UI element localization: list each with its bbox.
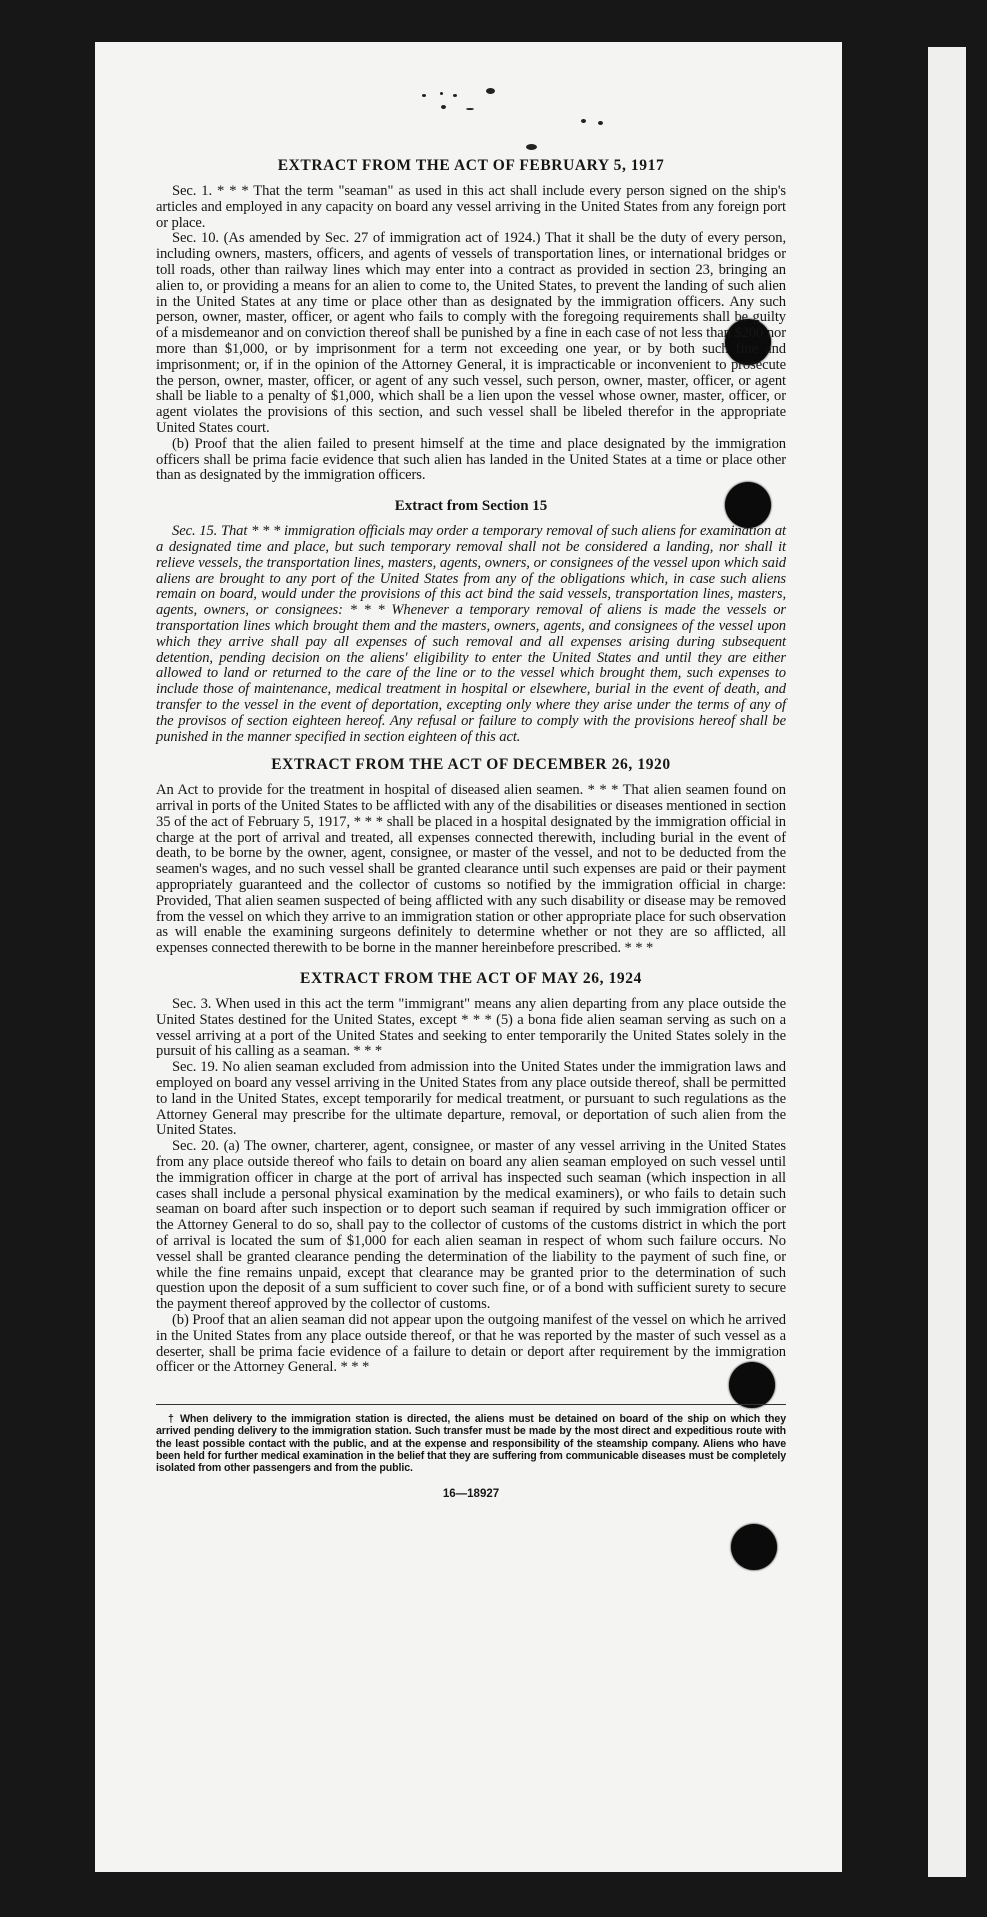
punch-hole-4 (731, 1524, 777, 1570)
heading-act-1920: EXTRACT FROM THE ACT OF DECEMBER 26, 1920 (271, 756, 671, 774)
footnote-divider (156, 1404, 786, 1405)
adjacent-page-edge (928, 47, 966, 1877)
page-number: 16—18927 (442, 1488, 500, 1501)
section-15 (156, 524, 786, 745)
paragraph-sec-10-b: (b) Proof that the alien failed to present himself at the time and place designated by the immigration officers shall be prima facie evidence that such alien has landed in the United States at a time or place other than as designated by the immigration officers. (156, 435, 786, 484)
paragraph-sec-10: Sec. 10. (As amended by Sec. 27 of immigration act of 1924.) That it shall be the duty of every person, including owners, masters, officers, and agents of vessels of transportation lines, or international bridges or toll roads, other than railway lines which may enter into a contract as provided in section 23, bringing an alien to, or providing a means for an alien to come to, the United States, to prevent the landing of such alien in the United States at any time or place other than as designated by the immigration officers. Any such person, owner, master, officer, or agent who fails to comply with the foregoing requirements shall be guilty of a misdemeanor and on conviction thereof shall be punished by a fine in each case of not less than $200 nor more than $1,000, or by imprisonment for a term not exceeding one year, or by both such fine and imprisonment; or, if in the opinion of the Attorney General, it is impracticable or inconvenient to prosecute the person, owner, master, officer, or agent of any such vessel, such person, owner, master, officer, or agent shall be liable to a penalty of $1,000, which shall be a lien upon the vessel whose owner, master, officer, or agent violates the provisions of this section, and such vessel shall be libeled therefor in the appropriate United States court. (156, 230, 786, 436)
section-act-1924 (156, 997, 786, 1376)
paragraph-sec-3: Sec. 3. When used in this act the term "immigrant" means any alien departing from any place outside the United States destined for the United States, except * * * (5) a bona fide alien seaman serving as such on a vessel arriving at a port of the United States and seeking to enter temporarily the United States solely in the pursuit of his calling as a seaman. * * * (156, 996, 786, 1060)
document-page (95, 42, 842, 1872)
document-body (156, 156, 786, 1500)
footnote: † When delivery to the immigration station is directed, the aliens must be detained on board of the ship on which they arrived pending delivery to the immigration station. Such transfer must be made by the most direct and expeditious route with the least possible contact with the public, and at the expense and responsibility of the steamship company. Aliens who have been held for further medical examination in the belief that they are suffering from communicable diseases must be completely isolated from other passengers and from the public. (156, 1413, 786, 1474)
print-specks (95, 42, 842, 162)
paragraph-sec-20-b: (b) Proof that an alien seaman did not appear upon the outgoing manifest of the vessel on which he arrived in the United States from any place outside thereof, or that he was reported by the master of such vessel as a deserter, shall be prima facie evidence of a failure to detain or deport after requirement by the immigration officer or the Attorney General. * * * (156, 1312, 786, 1376)
heading-section-15: Extract from Section 15 (394, 498, 548, 515)
section-act-1917 (156, 184, 786, 484)
paragraph-sec-1: Sec. 1. * * * That the term "seaman" as used in this act shall include every person signed on the ship's articles and employed in any capacity on board any vessel arriving in the United States from any foreign port or place. (156, 183, 786, 231)
paragraph-sec-19: Sec. 19. No alien seaman excluded from admission into the United States under the immigration laws and employed on board any vessel arriving in the United States from any place outside thereof, shall be permitted to land in the United States, except temporarily for medical treatment, or pursuant to such regulations as the Attorney General may prescribe for the ultimate departure, removal, or deportation of such alien from the United States. (156, 1059, 786, 1139)
paragraph-sec-20-a: Sec. 20. (a) The owner, charterer, agent, consignee, or master of any vessel arriving in the United States from any place outside thereof who fails to detain on board any alien seaman employed on such vessel until the immigration officer in charge at the port of arrival has inspected such seaman (which inspection in all cases shall include a personal physical examination by the medical examiners), or who fails to detain such seaman on board after such inspection or to deport such seaman if required by such immigration officer or the Attorney General to do so, shall pay to the collector of customs of the customs district in which the port of arrival is located the sum of $1,000 for each alien seaman in respect of whom such failure occurs. No vessel shall be granted clearance pending the determination of the liability to the payment of such fine, or while the fine remains unpaid, except that clearance may be granted prior to the determination of such question upon the deposit of a sum sufficient to cover such fine, or of a bond with sufficient surety to secure the payment thereof approved by the collector of customs. (156, 1138, 786, 1313)
paragraph-act-1920: An Act to provide for the treatment in hospital of diseased alien seamen. * * * That alien seamen found on arrival in ports of the United States to be afflicted with any of the disabilities or diseases mentioned in section 35 of the act of February 5, 1917, * * * shall be placed in a hospital designated by the immigration official in charge at the port of arrival and treated, all expenses connected therewith, including burial in the event of death, to be borne by the owner, agent, consignee, or master of the vessel, and not to be deducted from the seamen's wages, and no such vessel shall be granted clearance until such expenses are paid or their payment appropriately guaranteed and the collector of customs so notified by the immigration official in charge: Provided, That alien seamen suspected of being afflicted with any such disability or disease may be removed from the vessel on which they arrive to an immigration station or other appropriate place for such observation as will enable the examining surgeons definitely to determine whether or not they are so afflicted, all expenses connected therewith to be borne in the manner hereinbefore prescribed. * * * (156, 782, 786, 957)
heading-act-1924: EXTRACT FROM THE ACT OF MAY 26, 1924 (300, 970, 642, 988)
paragraph-sec-15: Sec. 15. That * * * immigration officials may order a temporary removal of such aliens for examination at a designated time and place, but such temporary removal shall not be considered a landing, nor shall it relieve vessels, the transportation lines, masters, agents, owners, or consignees of the vessel upon which said aliens are brought to any port of the United States from any of the obligations which, in case such aliens remain on board, would under the provisions of this act bind the said vessels, transportation lines, masters, agents, owners, or consignees: * * * Whenever a temporary removal of aliens is made the vessels or transportation lines which brought them and the masters, owners, agents, and consignees of the vessel upon which they arrive shall pay all expenses of such removal and all expenses arising during subsequent detention, pending decision on the aliens' eligibility to enter the United States and until they are either allowed to land or returned to the care of the line or to the vessel which brought them, such expenses to include those of maintenance, medical treatment in hospital or elsewhere, burial in the event of death, and transfer to the vessel in the event of deportation, excepting only where they arise under the terms of any of the provisos of section eighteen hereof. Any refusal or failure to comply with the provisions hereof shall be punished in the manner specified in section eighteen of this act. (156, 523, 786, 745)
section-act-1920 (156, 783, 786, 957)
heading-act-1917: EXTRACT FROM THE ACT OF FEBRUARY 5, 1917 (277, 157, 665, 174)
